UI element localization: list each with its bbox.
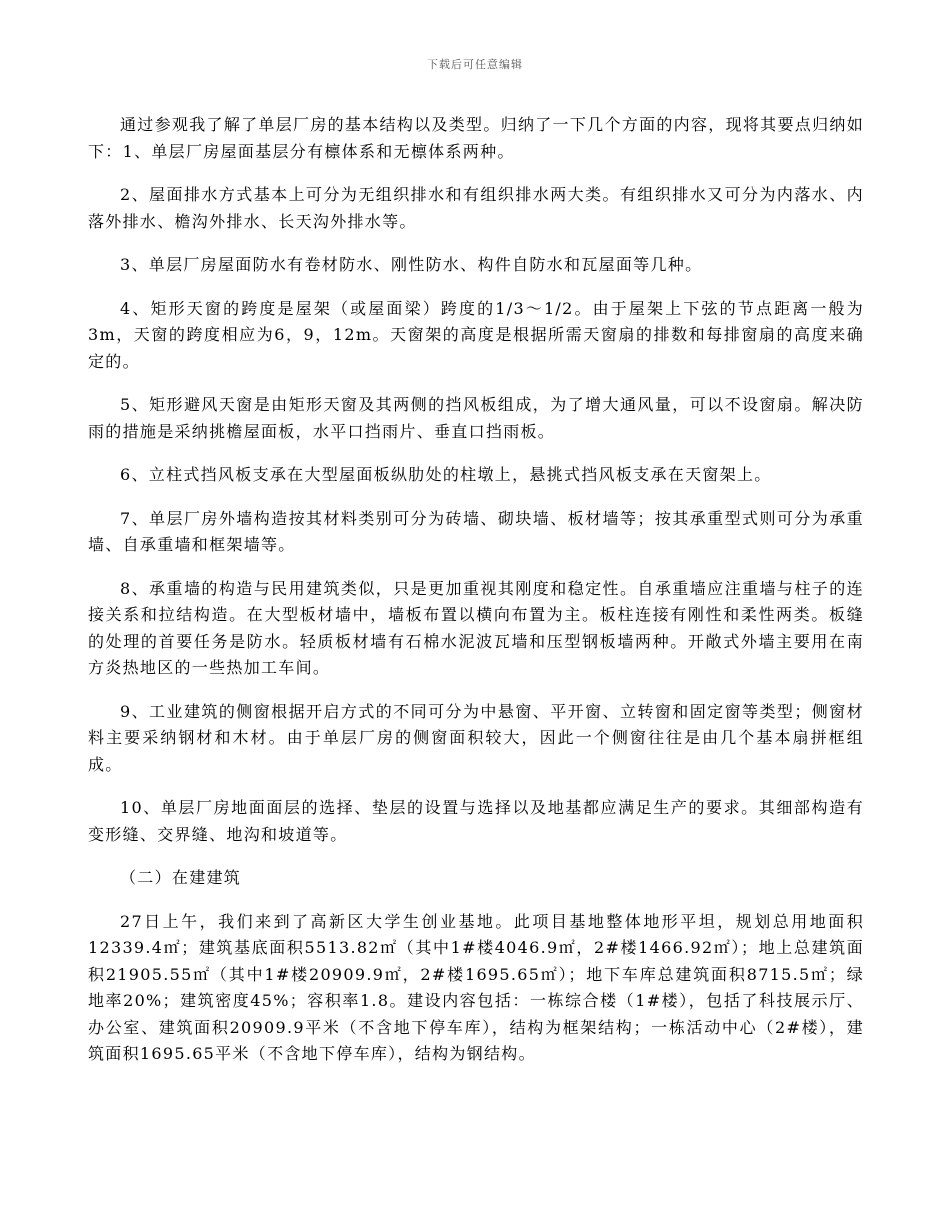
paragraph-item-2: 2、屋面排水方式基本上可分为无组织排水和有组织排水两大类。有组织排水又可分为内落水、内落外排水、檐沟外排水、长天沟外排水等。 <box>88 185 864 231</box>
paragraph-site-visit: 27日上午，我们来到了高新区大学生创业基地。此项目基地整体地形平坦，规划总用地面积12339.4㎡；建筑基底面积5513.82㎡（其中1#楼4046.9㎡，2#楼1466.92㎡）；地上总建筑面积21905.55㎡（其中1#楼20909.9㎡，2#楼1695.65㎡）；地下车库总建筑面积8715.5㎡；绿地率20%；建筑密度45%；容积率1.8。建设内容包括：一栋综合楼（1#楼），包括了科技展示厅、办公室、建筑面积20909.9平米（不含地下停车库），结构为框架结构；一栋活动中心（2#楼），建筑面积1695.65平米（不含地下停车库），结构为钢结构。 <box>88 911 864 1063</box>
paragraph-item-6: 6、立柱式挡风板支承在大型屋面板纵肋处的柱墩上，悬挑式挡风板支承在天窗架上。 <box>120 465 772 484</box>
section-heading: （二）在建建筑 <box>120 868 242 887</box>
page-header: 下载后可任意编辑 <box>427 58 523 71</box>
paragraph-item-5: 5、矩形避风天窗是由矩形天窗及其两侧的挡风板组成，为了增大通风量，可以不设窗扇。解决防雨的措施是采纳挑檐屋面板，水平口挡雨片、垂直口挡雨板。 <box>88 395 864 441</box>
paragraph-item-7: 7、单层厂房外墙构造按其材料类别可分为砖墙、砌块墙、板材墙等；按其承重型式则可分为承重墙、自承重墙和框架墙等。 <box>88 508 864 554</box>
paragraph-intro: 通过参观我了解了单层厂房的基本结构以及类型。归纳了一下几个方面的内容，现将其要点归纳如下：1、单层厂房屋面基层分有檩体系和无檩体系两种。 <box>88 115 864 161</box>
document-body <box>88 112 864 1085</box>
paragraph-item-9: 9、工业建筑的侧窗根据开启方式的不同可分为中悬窗、平开窗、立转窗和固定窗等类型；侧窗材料主要采纳钢材和木材。由于单层厂房的侧窗面积较大，因此一个侧窗往往是由几个基本扇拼框组成。 <box>88 701 864 774</box>
paragraph-item-8: 8、承重墙的构造与民用建筑类似，只是更加重视其刚度和稳定性。自承重墙应注重墙与柱子的连接关系和拉结构造。在大型板材墙中，墙板布置以横向布置为主。板柱连接有刚性和柔性两类。板缝的处理的首要任务是防水。轻质板材墙有石棉水泥波瓦墙和压型钢板墙两种。开敞式外墙主要用在南方炎热地区的一些热加工车间。 <box>88 578 864 677</box>
paragraph-item-3: 3、单层厂房屋面防水有卷材防水、刚性防水、构件自防水和瓦屋面等几种。 <box>120 255 703 274</box>
paragraph-item-10: 10、单层厂房地面面层的选择、垫层的设置与选择以及地基都应满足生产的要求。其细部构造有变形缝、交界缝、地沟和坡道等。 <box>88 798 864 844</box>
paragraph-item-4: 4、矩形天窗的跨度是屋架（或屋面梁）跨度的1/3～1/2。由于屋架上下弦的节点距离一般为3m，天窗的跨度相应为6，9，12m。天窗架的高度是根据所需天窗扇的排数和每排窗扇的高度来确定的。 <box>88 298 864 371</box>
